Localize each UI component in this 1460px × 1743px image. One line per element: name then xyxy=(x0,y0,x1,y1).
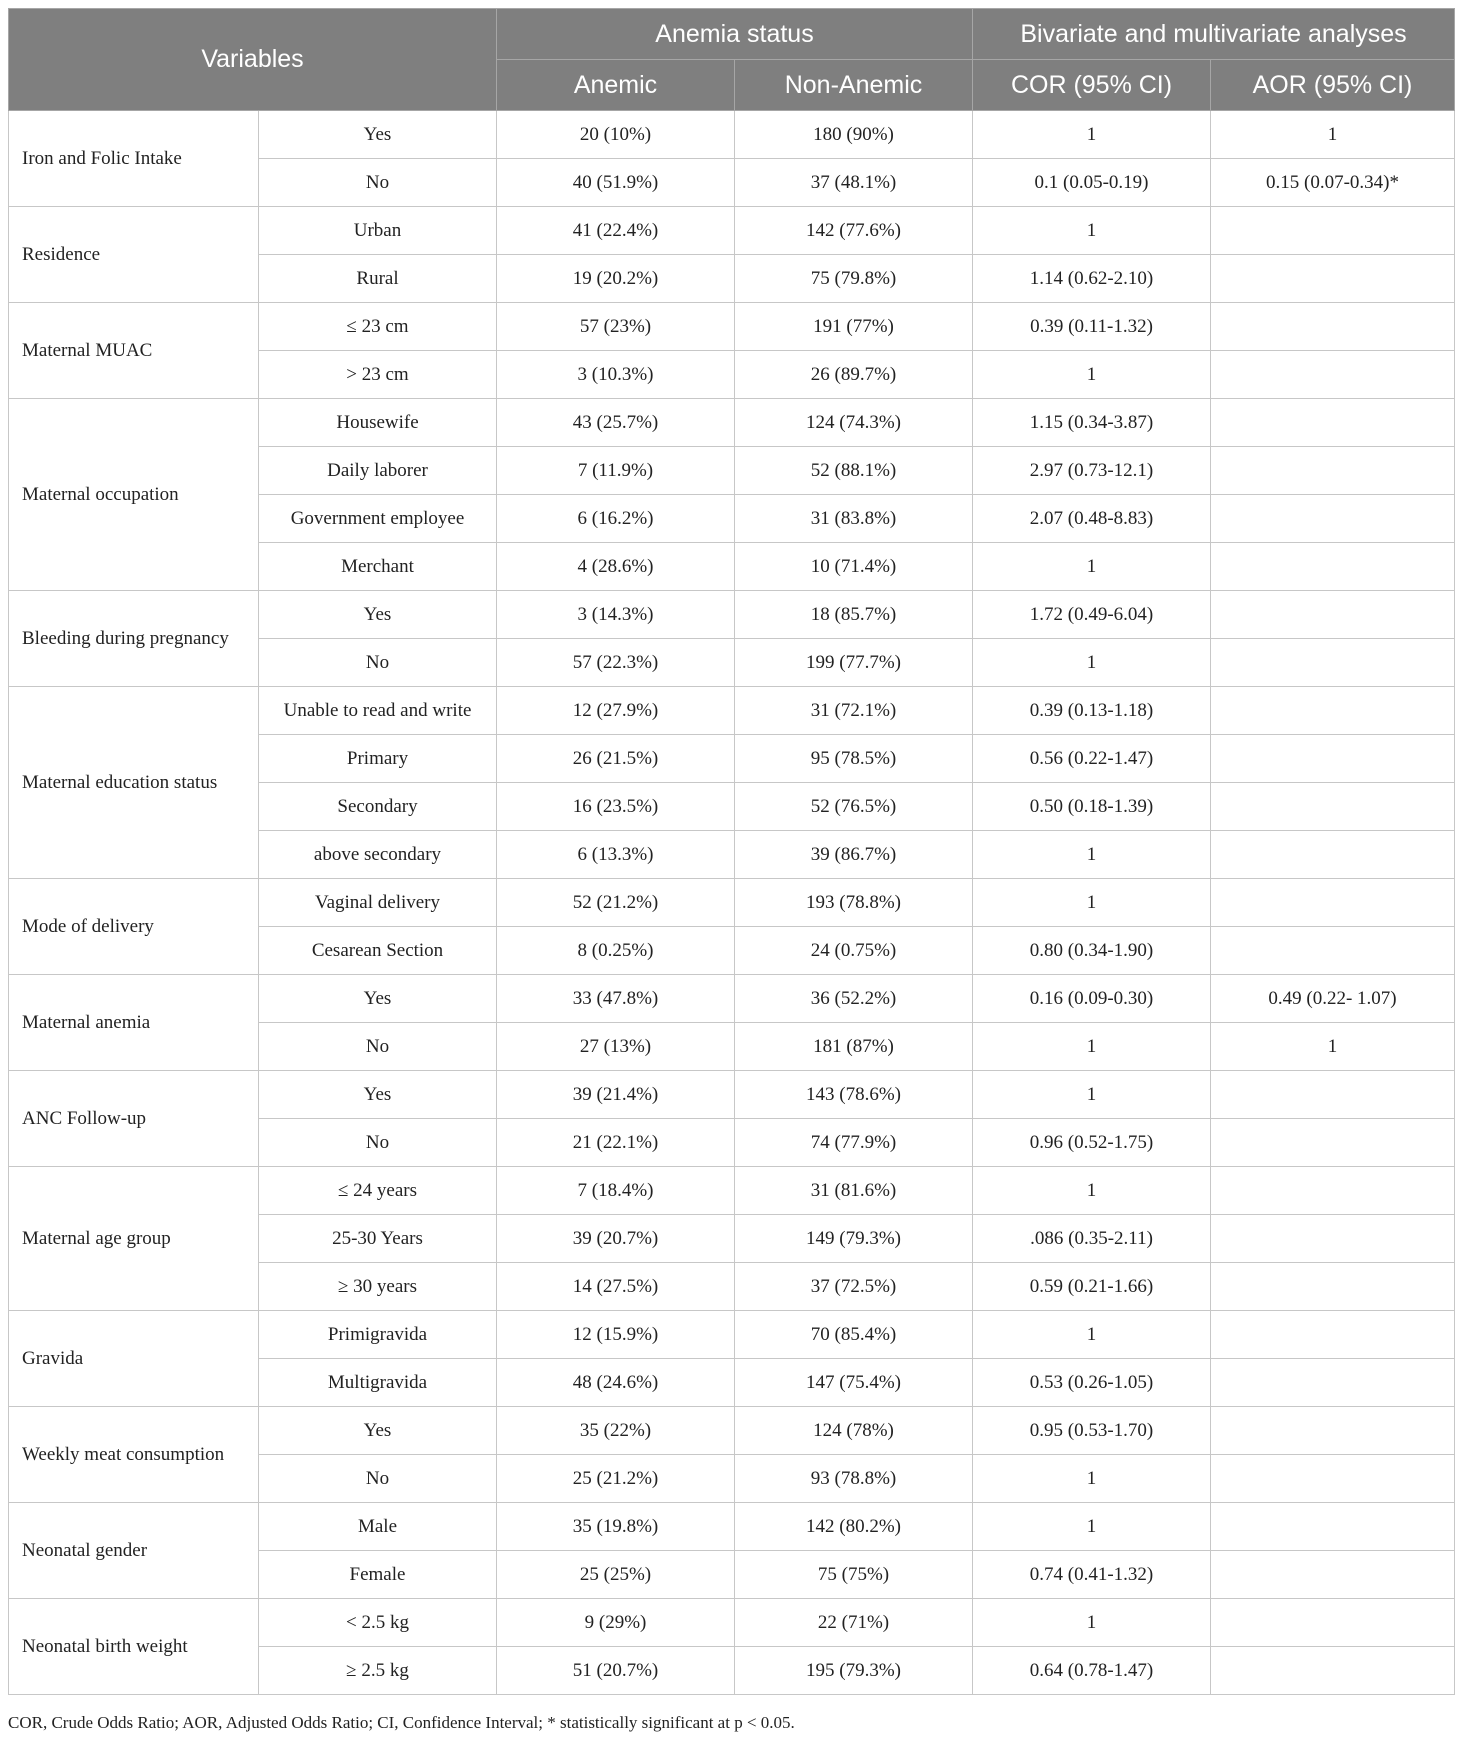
aor-cell xyxy=(1211,1359,1455,1407)
cor-cell: 1.14 (0.62-2.10) xyxy=(973,255,1211,303)
anemic-cell: 51 (20.7%) xyxy=(497,1647,735,1695)
category-cell: Primigravida xyxy=(259,1311,497,1359)
variable-name-cell: Neonatal birth weight xyxy=(9,1599,259,1695)
variable-name-cell: Weekly meat consumption xyxy=(9,1407,259,1503)
anemic-cell: 6 (13.3%) xyxy=(497,831,735,879)
table-body xyxy=(9,111,1455,1695)
anemic-cell: 35 (19.8%) xyxy=(497,1503,735,1551)
aor-cell xyxy=(1211,1503,1455,1551)
anemic-cell: 12 (27.9%) xyxy=(497,687,735,735)
category-cell: Primary xyxy=(259,735,497,783)
aor-cell xyxy=(1211,255,1455,303)
anemic-cell: 16 (23.5%) xyxy=(497,783,735,831)
anemic-cell: 39 (20.7%) xyxy=(497,1215,735,1263)
anemic-cell: 3 (14.3%) xyxy=(497,591,735,639)
cor-cell: 1 xyxy=(973,1455,1211,1503)
non-anemic-cell: 195 (79.3%) xyxy=(735,1647,973,1695)
aor-cell xyxy=(1211,831,1455,879)
variable-name-cell: Maternal MUAC xyxy=(9,303,259,399)
cor-cell: 1 xyxy=(973,1167,1211,1215)
aor-cell xyxy=(1211,1647,1455,1695)
anemic-cell: 48 (24.6%) xyxy=(497,1359,735,1407)
category-cell: No xyxy=(259,639,497,687)
category-cell: > 23 cm xyxy=(259,351,497,399)
anemic-cell: 41 (22.4%) xyxy=(497,207,735,255)
aor-cell xyxy=(1211,735,1455,783)
table-row xyxy=(9,1311,1455,1359)
cor-cell: 0.56 (0.22-1.47) xyxy=(973,735,1211,783)
table-row xyxy=(9,687,1455,735)
table-row xyxy=(9,1167,1455,1215)
non-anemic-cell: 191 (77%) xyxy=(735,303,973,351)
anemic-cell: 4 (28.6%) xyxy=(497,543,735,591)
anemic-cell: 25 (21.2%) xyxy=(497,1455,735,1503)
anemic-cell: 3 (10.3%) xyxy=(497,351,735,399)
variable-name-cell: Maternal anemia xyxy=(9,975,259,1071)
cor-cell: 0.50 (0.18-1.39) xyxy=(973,783,1211,831)
aor-cell: 1 xyxy=(1211,111,1455,159)
category-cell: 25-30 Years xyxy=(259,1215,497,1263)
aor-cell xyxy=(1211,591,1455,639)
aor-cell xyxy=(1211,639,1455,687)
aor-cell xyxy=(1211,1071,1455,1119)
non-anemic-cell: 22 (71%) xyxy=(735,1599,973,1647)
category-cell: Yes xyxy=(259,975,497,1023)
table-row xyxy=(9,879,1455,927)
anemic-cell: 8 (0.25%) xyxy=(497,927,735,975)
cor-cell: 1 xyxy=(973,879,1211,927)
anemic-cell: 25 (25%) xyxy=(497,1551,735,1599)
anemic-cell: 7 (11.9%) xyxy=(497,447,735,495)
non-anemic-cell: 124 (74.3%) xyxy=(735,399,973,447)
non-anemic-cell: 31 (83.8%) xyxy=(735,495,973,543)
table-row xyxy=(9,111,1455,159)
aor-cell xyxy=(1211,1167,1455,1215)
category-cell: ≤ 24 years xyxy=(259,1167,497,1215)
variable-name-cell: Mode of delivery xyxy=(9,879,259,975)
aor-cell xyxy=(1211,1551,1455,1599)
anemic-cell: 57 (23%) xyxy=(497,303,735,351)
category-cell: Multigravida xyxy=(259,1359,497,1407)
category-cell: Yes xyxy=(259,1071,497,1119)
category-cell: Male xyxy=(259,1503,497,1551)
non-anemic-cell: 31 (72.1%) xyxy=(735,687,973,735)
table-row xyxy=(9,1503,1455,1551)
anemic-cell: 27 (13%) xyxy=(497,1023,735,1071)
category-cell: Vaginal delivery xyxy=(259,879,497,927)
non-anemic-cell: 18 (85.7%) xyxy=(735,591,973,639)
category-cell: Yes xyxy=(259,1407,497,1455)
anemic-cell: 20 (10%) xyxy=(497,111,735,159)
non-anemic-cell: 147 (75.4%) xyxy=(735,1359,973,1407)
anemic-cell: 52 (21.2%) xyxy=(497,879,735,927)
header-row-1 xyxy=(9,9,1455,60)
anemic-cell: 39 (21.4%) xyxy=(497,1071,735,1119)
cor-cell: 1 xyxy=(973,1599,1211,1647)
non-anemic-cell: 95 (78.5%) xyxy=(735,735,973,783)
variable-name-cell: Maternal education status xyxy=(9,687,259,879)
variable-name-cell: ANC Follow-up xyxy=(9,1071,259,1167)
results-table-container xyxy=(8,8,1454,1695)
category-cell: < 2.5 kg xyxy=(259,1599,497,1647)
cor-cell: 1 xyxy=(973,207,1211,255)
variable-name-cell: Maternal age group xyxy=(9,1167,259,1311)
cor-cell: 0.39 (0.13-1.18) xyxy=(973,687,1211,735)
category-cell: Yes xyxy=(259,111,497,159)
aor-cell xyxy=(1211,1407,1455,1455)
table-row xyxy=(9,399,1455,447)
anemic-cell: 33 (47.8%) xyxy=(497,975,735,1023)
variable-name-cell: Bleeding during pregnancy xyxy=(9,591,259,687)
category-cell: Cesarean Section xyxy=(259,927,497,975)
table-footnote: COR, Crude Odds Ratio; AOR, Adjusted Odds Ratio; CI, Confidence Interval; * statistically significant at p < 0.05. xyxy=(8,1713,795,1732)
aor-cell xyxy=(1211,543,1455,591)
table-row xyxy=(9,591,1455,639)
aor-cell xyxy=(1211,783,1455,831)
anemic-cell: 35 (22%) xyxy=(497,1407,735,1455)
anemic-cell: 7 (18.4%) xyxy=(497,1167,735,1215)
non-anemic-cell: 24 (0.75%) xyxy=(735,927,973,975)
aor-cell xyxy=(1211,1263,1455,1311)
cor-cell: 2.07 (0.48-8.83) xyxy=(973,495,1211,543)
non-anemic-cell: 37 (48.1%) xyxy=(735,159,973,207)
cor-cell: 0.64 (0.78-1.47) xyxy=(973,1647,1211,1695)
non-anemic-cell: 143 (78.6%) xyxy=(735,1071,973,1119)
cor-cell: 0.16 (0.09-0.30) xyxy=(973,975,1211,1023)
non-anemic-cell: 93 (78.8%) xyxy=(735,1455,973,1503)
cor-cell: 0.74 (0.41-1.32) xyxy=(973,1551,1211,1599)
category-cell: Secondary xyxy=(259,783,497,831)
non-anemic-cell: 70 (85.4%) xyxy=(735,1311,973,1359)
cor-cell: 1.72 (0.49-6.04) xyxy=(973,591,1211,639)
anemic-cell: 26 (21.5%) xyxy=(497,735,735,783)
category-cell: Housewife xyxy=(259,399,497,447)
cor-cell: 1 xyxy=(973,1503,1211,1551)
category-cell: Rural xyxy=(259,255,497,303)
aor-cell: 0.49 (0.22- 1.07) xyxy=(1211,975,1455,1023)
non-anemic-cell: 74 (77.9%) xyxy=(735,1119,973,1167)
cor-cell: 0.80 (0.34-1.90) xyxy=(973,927,1211,975)
aor-cell xyxy=(1211,1215,1455,1263)
cor-cell: .086 (0.35-2.11) xyxy=(973,1215,1211,1263)
category-cell: ≥ 30 years xyxy=(259,1263,497,1311)
header-aor: AOR (95% CI) xyxy=(1211,60,1455,111)
anemic-cell: 19 (20.2%) xyxy=(497,255,735,303)
category-cell: Unable to read and write xyxy=(259,687,497,735)
non-anemic-cell: 39 (86.7%) xyxy=(735,831,973,879)
category-cell: Government employee xyxy=(259,495,497,543)
category-cell: No xyxy=(259,1119,497,1167)
non-anemic-cell: 37 (72.5%) xyxy=(735,1263,973,1311)
non-anemic-cell: 36 (52.2%) xyxy=(735,975,973,1023)
cor-cell: 0.1 (0.05-0.19) xyxy=(973,159,1211,207)
category-cell: No xyxy=(259,159,497,207)
non-anemic-cell: 142 (77.6%) xyxy=(735,207,973,255)
category-cell: Yes xyxy=(259,591,497,639)
table-row xyxy=(9,1071,1455,1119)
non-anemic-cell: 75 (79.8%) xyxy=(735,255,973,303)
aor-cell xyxy=(1211,879,1455,927)
category-cell: Merchant xyxy=(259,543,497,591)
cor-cell: 1 xyxy=(973,351,1211,399)
header-cor: COR (95% CI) xyxy=(973,60,1211,111)
category-cell: Female xyxy=(259,1551,497,1599)
results-table xyxy=(8,8,1455,1695)
table-row xyxy=(9,975,1455,1023)
non-anemic-cell: 31 (81.6%) xyxy=(735,1167,973,1215)
anemic-cell: 43 (25.7%) xyxy=(497,399,735,447)
header-anemia-status: Anemia status xyxy=(497,9,973,60)
cor-cell: 1 xyxy=(973,1023,1211,1071)
aor-cell xyxy=(1211,927,1455,975)
cor-cell: 2.97 (0.73-12.1) xyxy=(973,447,1211,495)
cor-cell: 1 xyxy=(973,1071,1211,1119)
non-anemic-cell: 181 (87%) xyxy=(735,1023,973,1071)
aor-cell: 0.15 (0.07-0.34)* xyxy=(1211,159,1455,207)
cor-cell: 0.59 (0.21-1.66) xyxy=(973,1263,1211,1311)
table-row xyxy=(9,303,1455,351)
cor-cell: 1 xyxy=(973,543,1211,591)
category-cell: No xyxy=(259,1023,497,1071)
non-anemic-cell: 199 (77.7%) xyxy=(735,639,973,687)
header-analyses: Bivariate and multivariate analyses xyxy=(973,9,1455,60)
cor-cell: 0.53 (0.26-1.05) xyxy=(973,1359,1211,1407)
non-anemic-cell: 10 (71.4%) xyxy=(735,543,973,591)
variable-name-cell: Maternal occupation xyxy=(9,399,259,591)
anemic-cell: 14 (27.5%) xyxy=(497,1263,735,1311)
non-anemic-cell: 75 (75%) xyxy=(735,1551,973,1599)
aor-cell xyxy=(1211,1311,1455,1359)
anemic-cell: 40 (51.9%) xyxy=(497,159,735,207)
cor-cell: 1.15 (0.34-3.87) xyxy=(973,399,1211,447)
non-anemic-cell: 52 (76.5%) xyxy=(735,783,973,831)
aor-cell xyxy=(1211,399,1455,447)
aor-cell xyxy=(1211,687,1455,735)
anemic-cell: 57 (22.3%) xyxy=(497,639,735,687)
aor-cell: 1 xyxy=(1211,1023,1455,1071)
cor-cell: 0.39 (0.11-1.32) xyxy=(973,303,1211,351)
aor-cell xyxy=(1211,495,1455,543)
cor-cell: 1 xyxy=(973,639,1211,687)
aor-cell xyxy=(1211,447,1455,495)
non-anemic-cell: 26 (89.7%) xyxy=(735,351,973,399)
aor-cell xyxy=(1211,207,1455,255)
aor-cell xyxy=(1211,303,1455,351)
non-anemic-cell: 52 (88.1%) xyxy=(735,447,973,495)
cor-cell: 1 xyxy=(973,111,1211,159)
category-cell: ≥ 2.5 kg xyxy=(259,1647,497,1695)
variable-name-cell: Gravida xyxy=(9,1311,259,1407)
cor-cell: 0.96 (0.52-1.75) xyxy=(973,1119,1211,1167)
variable-name-cell: Neonatal gender xyxy=(9,1503,259,1599)
table-header xyxy=(9,9,1455,111)
header-anemic: Anemic xyxy=(497,60,735,111)
header-variables: Variables xyxy=(9,9,497,111)
anemic-cell: 12 (15.9%) xyxy=(497,1311,735,1359)
header-non-anemic: Non-Anemic xyxy=(735,60,973,111)
non-anemic-cell: 124 (78%) xyxy=(735,1407,973,1455)
aor-cell xyxy=(1211,1599,1455,1647)
non-anemic-cell: 193 (78.8%) xyxy=(735,879,973,927)
table-row xyxy=(9,1407,1455,1455)
aor-cell xyxy=(1211,351,1455,399)
non-anemic-cell: 180 (90%) xyxy=(735,111,973,159)
variable-name-cell: Iron and Folic Intake xyxy=(9,111,259,207)
aor-cell xyxy=(1211,1455,1455,1503)
category-cell: above secondary xyxy=(259,831,497,879)
anemic-cell: 6 (16.2%) xyxy=(497,495,735,543)
table-row xyxy=(9,207,1455,255)
category-cell: ≤ 23 cm xyxy=(259,303,497,351)
non-anemic-cell: 149 (79.3%) xyxy=(735,1215,973,1263)
category-cell: Daily laborer xyxy=(259,447,497,495)
table-row xyxy=(9,1599,1455,1647)
category-cell: Urban xyxy=(259,207,497,255)
cor-cell: 1 xyxy=(973,831,1211,879)
aor-cell xyxy=(1211,1119,1455,1167)
category-cell: No xyxy=(259,1455,497,1503)
anemic-cell: 21 (22.1%) xyxy=(497,1119,735,1167)
cor-cell: 0.95 (0.53-1.70) xyxy=(973,1407,1211,1455)
variable-name-cell: Residence xyxy=(9,207,259,303)
cor-cell: 1 xyxy=(973,1311,1211,1359)
anemic-cell: 9 (29%) xyxy=(497,1599,735,1647)
non-anemic-cell: 142 (80.2%) xyxy=(735,1503,973,1551)
